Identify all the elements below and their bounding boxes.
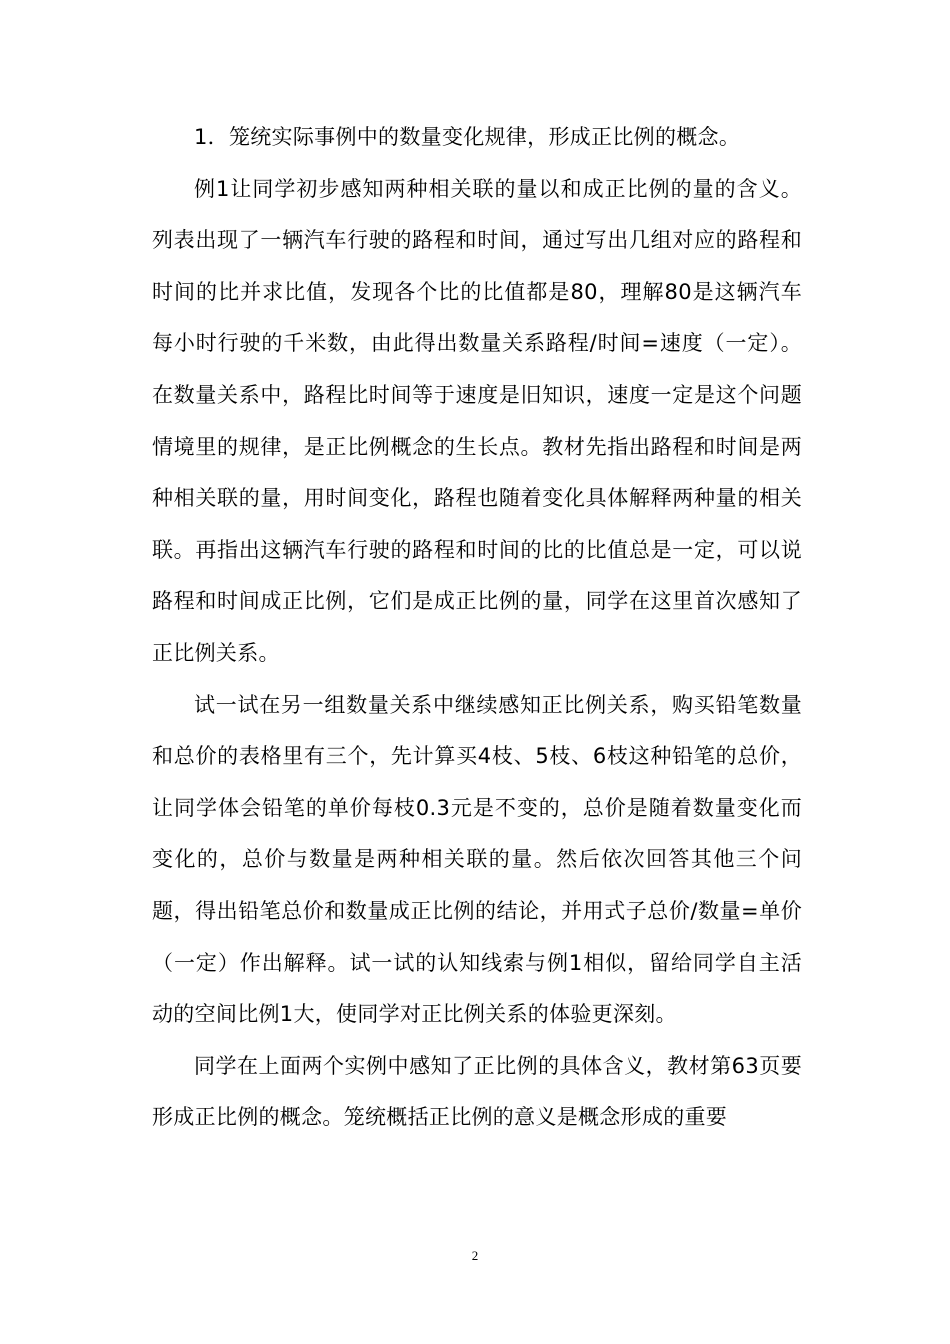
paragraph-try-it: 试一试在另一组数量关系中继续感知正比例关系，购买铅笔数量和总价的表格里有三个，先计算买4枝、5枝、6枝这种铅笔的总价，让同学体会铅笔的单价每枝0.3元是不变的，总价是随着数量变化而变化的，总价与数量是两种相关联的量。然后依次回答其他三个问题，得出铅笔总价和数量成正比例的结论，并用式子总价/数量=单价（一定）作出解释。试一试的认知线索与例1相似，留给同学自主活动的空间比例1大，使同学对正比例关系的体验更深刻。 [152, 692, 802, 1027]
paragraph-example-1: 例1让同学初步感知两种相关联的量以和成正比例的量的含义。列表出现了一辆汽车行驶的路程和时间，通过写出几组对应的路程和时间的比并求比值，发现各个比的比值都是80，理解80是这辆汽车每小时行驶的千米数，由此得出数量关系路程/时间=速度（一定）。在数量关系中，路程比时间等于速度是旧知识，速度一定是这个问题情境里的规律，是正比例概念的生长点。教材先指出路程和时间是两种相关联的量，用时间变化，路程也随着变化具体解释两种量的相关联。再指出这辆汽车行驶的路程和时间的比的比值总是一定，可以说路程和时间成正比例，它们是成正比例的量，同学在这里首次感知了正比例关系。 [152, 176, 802, 665]
paragraph-heading-1: 1．笼统实际事例中的数量变化规律，形成正比例的概念。 [194, 125, 741, 149]
page-number: 2 [471, 1248, 479, 1263]
document-body [152, 112, 802, 1144]
paragraph-concept: 同学在上面两个实例中感知了正比例的具体含义，教材第63页要形成正比例的概念。笼统概括正比例的意义是概念形成的重要 [152, 1053, 802, 1130]
